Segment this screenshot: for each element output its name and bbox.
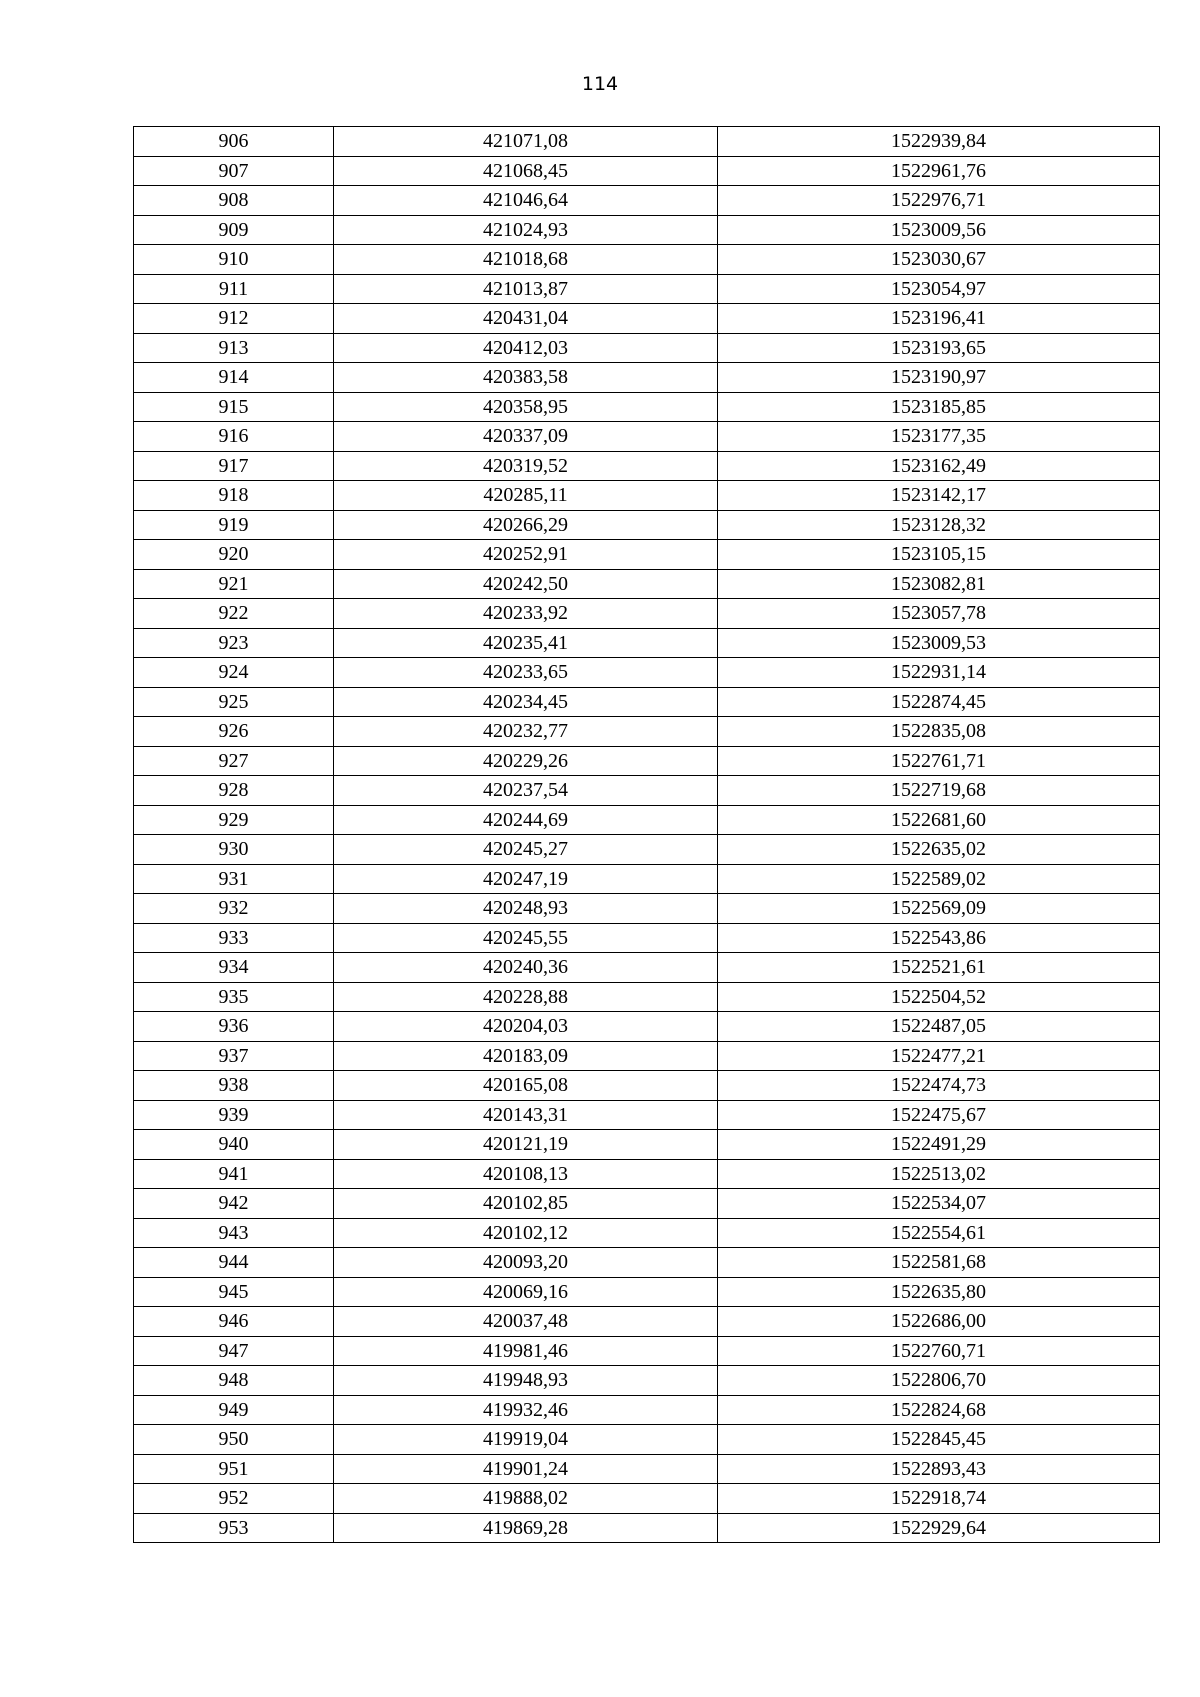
point-number-cell: 953 — [134, 1513, 334, 1543]
point-number-cell: 906 — [134, 127, 334, 157]
y-coordinate-cell: 1522976,71 — [718, 186, 1160, 216]
table-row — [134, 953, 1160, 983]
x-coordinate-cell: 420233,92 — [334, 599, 718, 629]
table-row — [134, 1041, 1160, 1071]
y-coordinate-cell: 1522681,60 — [718, 805, 1160, 835]
point-number-cell: 945 — [134, 1277, 334, 1307]
table-row — [134, 717, 1160, 747]
x-coordinate-cell: 421071,08 — [334, 127, 718, 157]
y-coordinate-cell: 1522504,52 — [718, 982, 1160, 1012]
table-row — [134, 392, 1160, 422]
point-number-cell: 920 — [134, 540, 334, 570]
table-row — [134, 1100, 1160, 1130]
y-coordinate-cell: 1523009,53 — [718, 628, 1160, 658]
y-coordinate-cell: 1522931,14 — [718, 658, 1160, 688]
point-number-cell: 927 — [134, 746, 334, 776]
table-row — [134, 1159, 1160, 1189]
point-number-cell: 947 — [134, 1336, 334, 1366]
table-row — [134, 1277, 1160, 1307]
x-coordinate-cell: 420245,27 — [334, 835, 718, 865]
point-number-cell: 929 — [134, 805, 334, 835]
x-coordinate-cell: 421013,87 — [334, 274, 718, 304]
y-coordinate-cell: 1523009,56 — [718, 215, 1160, 245]
y-coordinate-cell: 1522806,70 — [718, 1366, 1160, 1396]
table-row — [134, 481, 1160, 511]
point-number-cell: 942 — [134, 1189, 334, 1219]
point-number-cell: 914 — [134, 363, 334, 393]
y-coordinate-cell: 1522918,74 — [718, 1484, 1160, 1514]
point-number-cell: 924 — [134, 658, 334, 688]
table-row — [134, 1248, 1160, 1278]
x-coordinate-cell: 421018,68 — [334, 245, 718, 275]
y-coordinate-cell: 1522635,80 — [718, 1277, 1160, 1307]
table-row — [134, 1484, 1160, 1514]
point-number-cell: 907 — [134, 156, 334, 186]
y-coordinate-cell: 1522474,73 — [718, 1071, 1160, 1101]
x-coordinate-cell: 420229,26 — [334, 746, 718, 776]
y-coordinate-cell: 1522824,68 — [718, 1395, 1160, 1425]
point-number-cell: 930 — [134, 835, 334, 865]
table-row — [134, 127, 1160, 157]
x-coordinate-cell: 420337,09 — [334, 422, 718, 452]
x-coordinate-cell: 420242,50 — [334, 569, 718, 599]
table-row — [134, 333, 1160, 363]
table-row — [134, 186, 1160, 216]
x-coordinate-cell: 420102,12 — [334, 1218, 718, 1248]
point-number-cell: 941 — [134, 1159, 334, 1189]
y-coordinate-cell: 1523142,17 — [718, 481, 1160, 511]
x-coordinate-cell: 420358,95 — [334, 392, 718, 422]
y-coordinate-cell: 1523193,65 — [718, 333, 1160, 363]
x-coordinate-cell: 420102,85 — [334, 1189, 718, 1219]
table-row — [134, 422, 1160, 452]
table-row — [134, 1307, 1160, 1337]
table-row — [134, 746, 1160, 776]
table-row — [134, 215, 1160, 245]
x-coordinate-cell: 420431,04 — [334, 304, 718, 334]
x-coordinate-cell: 421068,45 — [334, 156, 718, 186]
x-coordinate-cell: 420245,55 — [334, 923, 718, 953]
point-number-cell: 952 — [134, 1484, 334, 1514]
y-coordinate-cell: 1522487,05 — [718, 1012, 1160, 1042]
x-coordinate-cell: 420285,11 — [334, 481, 718, 511]
y-coordinate-cell: 1522521,61 — [718, 953, 1160, 983]
x-coordinate-cell: 420037,48 — [334, 1307, 718, 1337]
point-number-cell: 932 — [134, 894, 334, 924]
table-row — [134, 628, 1160, 658]
point-number-cell: 934 — [134, 953, 334, 983]
x-coordinate-cell: 419919,04 — [334, 1425, 718, 1455]
table-row — [134, 658, 1160, 688]
y-coordinate-cell: 1522589,02 — [718, 864, 1160, 894]
point-number-cell: 933 — [134, 923, 334, 953]
point-number-cell: 937 — [134, 1041, 334, 1071]
y-coordinate-cell: 1522835,08 — [718, 717, 1160, 747]
point-number-cell: 918 — [134, 481, 334, 511]
point-number-cell: 926 — [134, 717, 334, 747]
x-coordinate-cell: 420233,65 — [334, 658, 718, 688]
x-coordinate-cell: 419869,28 — [334, 1513, 718, 1543]
table-row — [134, 540, 1160, 570]
y-coordinate-cell: 1522475,67 — [718, 1100, 1160, 1130]
y-coordinate-cell: 1523196,41 — [718, 304, 1160, 334]
y-coordinate-cell: 1522961,76 — [718, 156, 1160, 186]
point-number-cell: 946 — [134, 1307, 334, 1337]
point-number-cell: 935 — [134, 982, 334, 1012]
table-row — [134, 982, 1160, 1012]
point-number-cell: 949 — [134, 1395, 334, 1425]
table-row — [134, 835, 1160, 865]
table-row — [134, 363, 1160, 393]
table-row — [134, 1425, 1160, 1455]
y-coordinate-cell: 1522760,71 — [718, 1336, 1160, 1366]
table-row — [134, 510, 1160, 540]
y-coordinate-cell: 1522939,84 — [718, 127, 1160, 157]
y-coordinate-cell: 1522761,71 — [718, 746, 1160, 776]
point-number-cell: 923 — [134, 628, 334, 658]
y-coordinate-cell: 1522569,09 — [718, 894, 1160, 924]
x-coordinate-cell: 420232,77 — [334, 717, 718, 747]
table-row — [134, 451, 1160, 481]
x-coordinate-cell: 420244,69 — [334, 805, 718, 835]
point-number-cell: 928 — [134, 776, 334, 806]
coordinates-table-body — [134, 127, 1160, 1543]
x-coordinate-cell: 420412,03 — [334, 333, 718, 363]
table-row — [134, 894, 1160, 924]
x-coordinate-cell: 420069,16 — [334, 1277, 718, 1307]
x-coordinate-cell: 420383,58 — [334, 363, 718, 393]
x-coordinate-cell: 419888,02 — [334, 1484, 718, 1514]
point-number-cell: 950 — [134, 1425, 334, 1455]
table-row — [134, 1189, 1160, 1219]
x-coordinate-cell: 420143,31 — [334, 1100, 718, 1130]
table-row — [134, 1071, 1160, 1101]
point-number-cell: 951 — [134, 1454, 334, 1484]
x-coordinate-cell: 419901,24 — [334, 1454, 718, 1484]
x-coordinate-cell: 420183,09 — [334, 1041, 718, 1071]
x-coordinate-cell: 420237,54 — [334, 776, 718, 806]
x-coordinate-cell: 419981,46 — [334, 1336, 718, 1366]
table-row — [134, 1218, 1160, 1248]
point-number-cell: 931 — [134, 864, 334, 894]
table-row — [134, 1336, 1160, 1366]
x-coordinate-cell: 420093,20 — [334, 1248, 718, 1278]
table-row — [134, 569, 1160, 599]
point-number-cell: 911 — [134, 274, 334, 304]
point-number-cell: 936 — [134, 1012, 334, 1042]
y-coordinate-cell: 1522635,02 — [718, 835, 1160, 865]
table-row — [134, 1012, 1160, 1042]
point-number-cell: 940 — [134, 1130, 334, 1160]
x-coordinate-cell: 420108,13 — [334, 1159, 718, 1189]
y-coordinate-cell: 1522845,45 — [718, 1425, 1160, 1455]
point-number-cell: 938 — [134, 1071, 334, 1101]
table-row — [134, 274, 1160, 304]
y-coordinate-cell: 1523128,32 — [718, 510, 1160, 540]
y-coordinate-cell: 1523162,49 — [718, 451, 1160, 481]
y-coordinate-cell: 1522534,07 — [718, 1189, 1160, 1219]
page-number: 114 — [581, 73, 619, 95]
y-coordinate-cell: 1522893,43 — [718, 1454, 1160, 1484]
table-row — [134, 1366, 1160, 1396]
x-coordinate-cell: 420248,93 — [334, 894, 718, 924]
y-coordinate-cell: 1523105,15 — [718, 540, 1160, 570]
x-coordinate-cell: 420121,19 — [334, 1130, 718, 1160]
point-number-cell: 913 — [134, 333, 334, 363]
table-row — [134, 1395, 1160, 1425]
x-coordinate-cell: 419932,46 — [334, 1395, 718, 1425]
y-coordinate-cell: 1522686,00 — [718, 1307, 1160, 1337]
x-coordinate-cell: 421046,64 — [334, 186, 718, 216]
point-number-cell: 944 — [134, 1248, 334, 1278]
point-number-cell: 925 — [134, 687, 334, 717]
y-coordinate-cell: 1522554,61 — [718, 1218, 1160, 1248]
table-row — [134, 245, 1160, 275]
table-row — [134, 1130, 1160, 1160]
table-row — [134, 304, 1160, 334]
y-coordinate-cell: 1522543,86 — [718, 923, 1160, 953]
point-number-cell: 939 — [134, 1100, 334, 1130]
table-row — [134, 923, 1160, 953]
x-coordinate-cell: 420235,41 — [334, 628, 718, 658]
table-row — [134, 805, 1160, 835]
table-row — [134, 1513, 1160, 1543]
x-coordinate-cell: 419948,93 — [334, 1366, 718, 1396]
table-row — [134, 1454, 1160, 1484]
y-coordinate-cell: 1523185,85 — [718, 392, 1160, 422]
y-coordinate-cell: 1522581,68 — [718, 1248, 1160, 1278]
point-number-cell: 919 — [134, 510, 334, 540]
table-row — [134, 687, 1160, 717]
point-number-cell: 912 — [134, 304, 334, 334]
y-coordinate-cell: 1522874,45 — [718, 687, 1160, 717]
y-coordinate-cell: 1523054,97 — [718, 274, 1160, 304]
x-coordinate-cell: 420252,91 — [334, 540, 718, 570]
x-coordinate-cell: 421024,93 — [334, 215, 718, 245]
y-coordinate-cell: 1523177,35 — [718, 422, 1160, 452]
y-coordinate-cell: 1523082,81 — [718, 569, 1160, 599]
point-number-cell: 917 — [134, 451, 334, 481]
x-coordinate-cell: 420319,52 — [334, 451, 718, 481]
point-number-cell: 915 — [134, 392, 334, 422]
y-coordinate-cell: 1522477,21 — [718, 1041, 1160, 1071]
point-number-cell: 948 — [134, 1366, 334, 1396]
point-number-cell: 916 — [134, 422, 334, 452]
point-number-cell: 943 — [134, 1218, 334, 1248]
table-row — [134, 864, 1160, 894]
x-coordinate-cell: 420266,29 — [334, 510, 718, 540]
point-number-cell: 909 — [134, 215, 334, 245]
x-coordinate-cell: 420165,08 — [334, 1071, 718, 1101]
point-number-cell: 908 — [134, 186, 334, 216]
y-coordinate-cell: 1522929,64 — [718, 1513, 1160, 1543]
y-coordinate-cell: 1522719,68 — [718, 776, 1160, 806]
point-number-cell: 922 — [134, 599, 334, 629]
x-coordinate-cell: 420247,19 — [334, 864, 718, 894]
y-coordinate-cell: 1522513,02 — [718, 1159, 1160, 1189]
point-number-cell: 910 — [134, 245, 334, 275]
table-row — [134, 776, 1160, 806]
point-number-cell: 921 — [134, 569, 334, 599]
y-coordinate-cell: 1523057,78 — [718, 599, 1160, 629]
x-coordinate-cell: 420228,88 — [334, 982, 718, 1012]
y-coordinate-cell: 1522491,29 — [718, 1130, 1160, 1160]
x-coordinate-cell: 420240,36 — [334, 953, 718, 983]
y-coordinate-cell: 1523030,67 — [718, 245, 1160, 275]
y-coordinate-cell: 1523190,97 — [718, 363, 1160, 393]
x-coordinate-cell: 420204,03 — [334, 1012, 718, 1042]
coordinates-table — [133, 126, 1160, 1543]
table-row — [134, 156, 1160, 186]
x-coordinate-cell: 420234,45 — [334, 687, 718, 717]
table-row — [134, 599, 1160, 629]
